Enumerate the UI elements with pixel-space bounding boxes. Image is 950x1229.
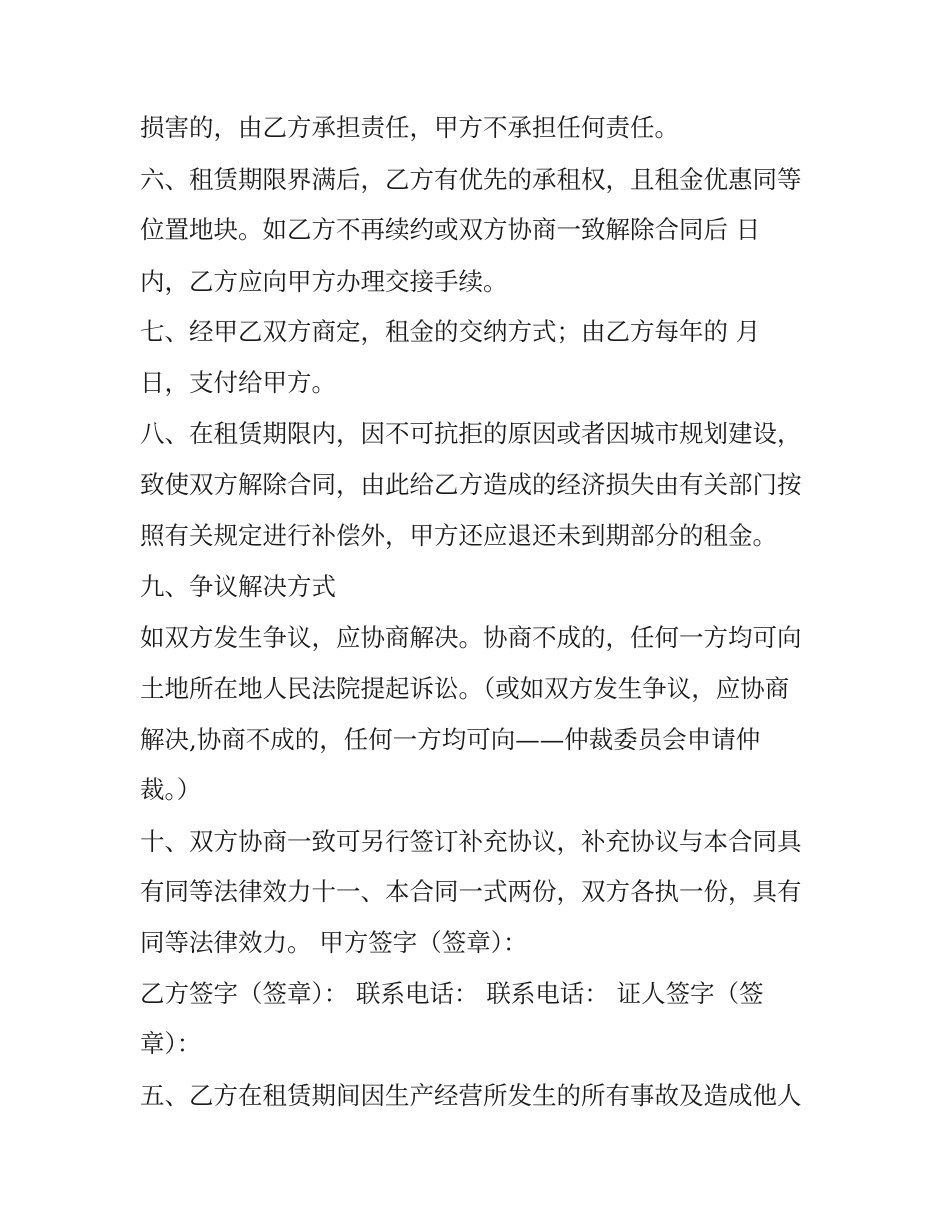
- text-line: 八、在租赁期限内，因不可抗拒的原因或者因城市规划建设，: [140, 419, 802, 448]
- text-line: 如双方发生争议，应协商解决。协商不成的，任何一方均可向: [140, 623, 802, 652]
- text-line: 九、争议解决方式: [140, 572, 336, 601]
- text-line: 日，支付给甲方。: [140, 368, 336, 397]
- text-line: 土地所在地人民法院提起诉讼。（或如双方发生争议，应协商: [140, 674, 790, 703]
- text-line: 六、租赁期限界满后，乙方有优先的承租权，且租金优惠同等: [140, 165, 802, 194]
- text-line: 五、乙方在租赁期间因生产经营所发生的所有事故及造成他人: [140, 1081, 802, 1110]
- text-line: 内，乙方应向甲方办理交接手续。: [140, 267, 508, 296]
- text-line: 解决,协商不成的，任何一方均可向——仲裁委员会申请仲: [140, 725, 761, 754]
- text-line: 照有关规定进行补偿外，甲方还应退还未到期部分的租金。: [140, 521, 777, 550]
- text-line: 章）：: [140, 1029, 202, 1058]
- text-line: 致使双方解除合同，由此给乙方造成的经济损失由有关部门按: [140, 470, 802, 499]
- text-line: 十、双方协商一致可另行签订补充协议，补充协议与本合同具: [140, 827, 802, 856]
- text-line: 同等法律效力。 甲方签字（签章）：: [140, 928, 528, 957]
- text-line: 有同等法律效力十一、本合同一式两份，双方各执一份，具有: [140, 877, 802, 906]
- text-line: 七、经甲乙双方商定，租金的交纳方式；由乙方每年的 月: [140, 317, 761, 346]
- text-line: 位置地块。如乙方不再续约或双方协商一致解除合同后 日: [140, 215, 761, 244]
- text-line: 乙方签字（签章）： 联系电话： 联系电话： 证人签字（签: [140, 979, 764, 1008]
- text-line: 损害的，由乙方承担责任，甲方不承担任何责任。: [140, 113, 679, 142]
- text-line: 裁。）: [140, 775, 202, 804]
